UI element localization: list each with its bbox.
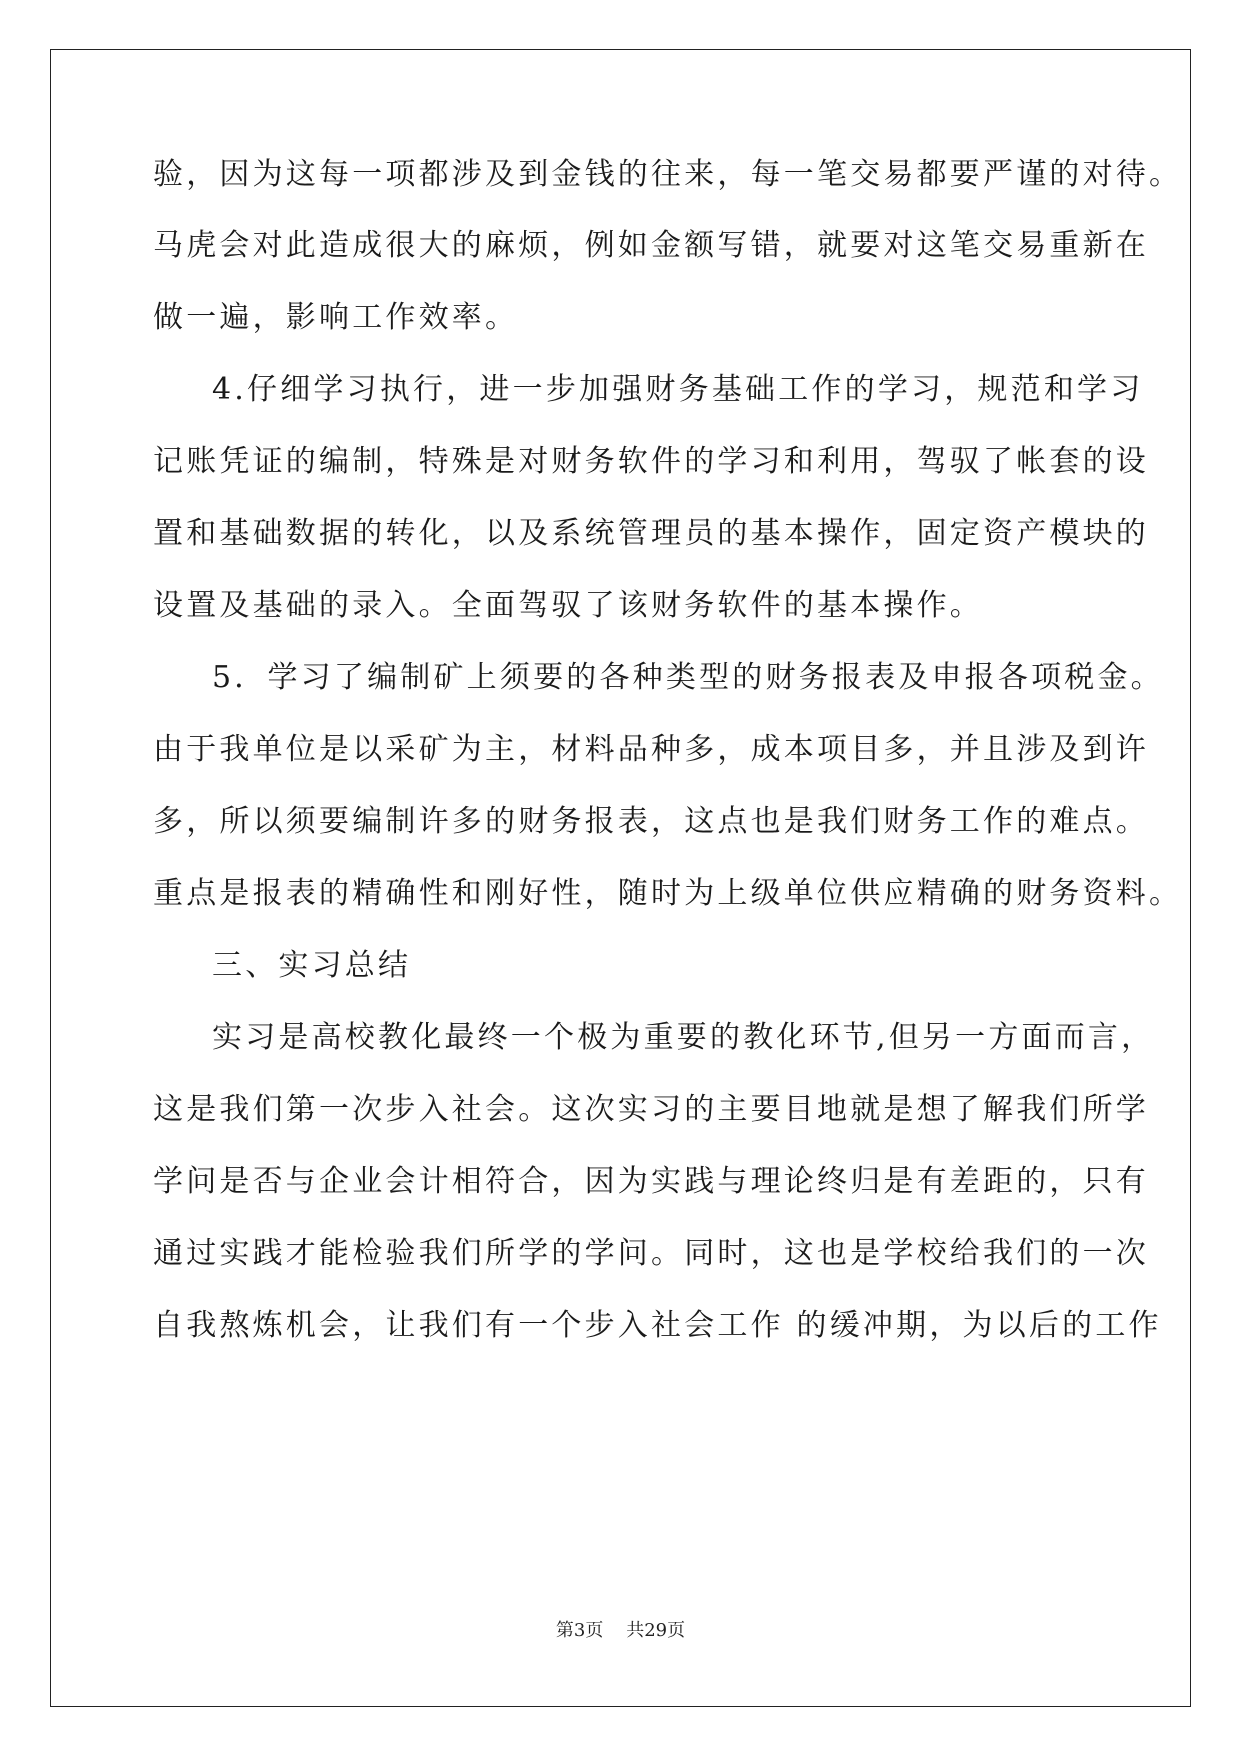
body-line-17: 自我熬炼机会，让我们有一个步入社会工作 的缓冲期，为以后的工作 [153,1308,1162,1343]
body-line-14: 这是我们第一次步入社会。这次实习的主要目地就是想了解我们所学 [153,1092,1149,1127]
body-line-15: 学问是否与企业会计相符合，因为实践与理论终归是有差距的，只有 [153,1164,1149,1199]
body-line-11: 重点是报表的精确性和刚好性，随时为上级单位供应精确的财务资料。 [153,876,1183,911]
body-line-16: 通过实践才能检验我们所学的学问。同时，这也是学校给我们的一次 [153,1236,1149,1271]
body-line-7: 设置及基础的录入。全面驾驭了该财务软件的基本操作。 [153,588,983,623]
section-heading: 三、实习总结 [212,948,412,983]
body-line-2: 马虎会对此造成很大的麻烦，例如金额写错，就要对这笔交易重新在 [153,228,1149,263]
body-line-5: 记账凭证的编制，特殊是对财务软件的学习和利用，驾驭了帐套的设 [153,444,1149,479]
page-number-footer: 第3页 共29页 [555,1620,686,1641]
body-line-10: 多，所以须要编制许多的财务报表，这点也是我们财务工作的难点。 [153,804,1149,839]
body-line-3: 做一遍，影响工作效率。 [153,300,519,335]
body-line-8: 5．学习了编制矿上须要的各种类型的财务报表及申报各项税金。 [212,660,1164,695]
body-line-9: 由于我单位是以采矿为主，材料品种多，成本项目多，并且涉及到许 [153,732,1149,767]
body-line-4: 4.仔细学习执行，进一步加强财务基础工作的学习，规范和学习 [212,372,1144,407]
body-line-1: 验，因为这每一项都涉及到金钱的往来，每一笔交易都要严谨的对待。 [153,157,1183,192]
body-line-6: 置和基础数据的转化，以及系统管理员的基本操作，固定资产模块的 [153,516,1149,551]
body-line-13: 实习是高校教化最终一个极为重要的教化环节,但另一方面而言， [212,1020,1155,1055]
